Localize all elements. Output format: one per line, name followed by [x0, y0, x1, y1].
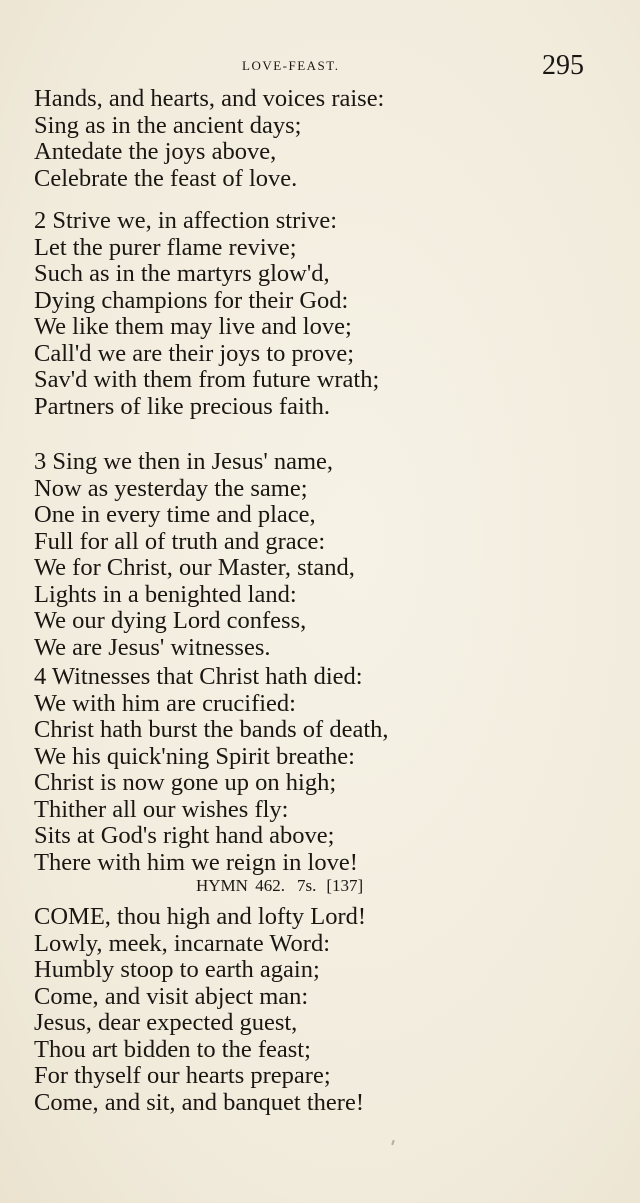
verse-line: Lowly, meek, incarnate Word:	[34, 929, 331, 957]
hymn-heading	[196, 876, 363, 896]
stanza-2	[34, 208, 604, 420]
verse-line: We are Jesus' witnesses.	[34, 633, 271, 661]
verse-line: Sits at God's right hand above;	[34, 822, 335, 849]
verse-line: Dying champions for their God:	[34, 286, 349, 314]
verse-line: Celebrate the feast of love.	[34, 164, 298, 192]
verse-line: Let the purer flame revive;	[34, 233, 297, 261]
verse-line: 2 Strive we, in affection strive:	[34, 207, 337, 234]
verse-line: Partners of like precious faith.	[34, 392, 330, 420]
verse-line: Full for all of truth and grace:	[34, 527, 326, 555]
verse-line: We with him are crucified:	[34, 689, 296, 717]
verse-line: One in every time and place,	[34, 501, 316, 528]
verse-line: Now as yesterday the same;	[34, 474, 308, 502]
verse-line: There with him we reign in love!	[34, 848, 358, 876]
verse-line: Such as in the martyrs glow'd,	[34, 260, 330, 287]
verse-line: We his quick'ning Spirit breathe:	[34, 742, 355, 770]
hymn-tune-number: [137]	[326, 876, 364, 895]
verse-line: 4 Witnesses that Christ hath died:	[34, 663, 363, 690]
verse-line: Sing as in the ancient days;	[34, 111, 302, 139]
running-head: LOVE-FEAST.	[242, 58, 340, 73]
verse-line: Humbly stoop to earth again;	[34, 956, 320, 983]
verse-line: Christ hath burst the bands of death,	[34, 716, 389, 743]
verse-line: Christ is now gone up on high;	[34, 769, 337, 796]
verse-line: Hands, and hearts, and voices raise:	[34, 85, 385, 112]
stanza-1	[34, 86, 604, 192]
hymn-stanza-1	[34, 904, 604, 1116]
verse-line: Thither all our wishes fly:	[34, 795, 289, 823]
stanza-3	[34, 449, 604, 661]
verse-line: COME, thou high and lofty Lord!	[34, 903, 367, 930]
verse-line: Antedate the joys above,	[34, 138, 277, 165]
verse-line: For thyself our hearts prepare;	[34, 1062, 331, 1089]
verse-line: We for Christ, our Master, stand,	[34, 554, 355, 581]
stanza-4	[34, 664, 604, 876]
verse-line: Lights in a benighted land:	[34, 580, 297, 608]
verse-line: Come, and sit, and banquet there!	[34, 1088, 364, 1116]
verse-line: Sav'd with them from future wrath;	[34, 366, 380, 393]
verse-line: Jesus, dear expected guest,	[34, 1009, 298, 1036]
verse-line: Come, and visit abject man:	[34, 982, 309, 1010]
verse-line: We like them may live and love;	[34, 313, 352, 340]
verse-line: We our dying Lord confess,	[34, 607, 307, 634]
hymn-meter: 7s.	[296, 876, 317, 895]
verse-line: 3 Sing we then in Jesus' name,	[34, 448, 334, 475]
hymn-title: HYMN 462.	[196, 876, 285, 895]
verse-line: Call'd we are their joys to prove;	[34, 339, 355, 367]
paper-speck	[391, 1140, 395, 1145]
page-number: 295	[542, 50, 584, 81]
page-header	[0, 50, 640, 80]
verse-line: Thou art bidden to the feast;	[34, 1035, 311, 1063]
